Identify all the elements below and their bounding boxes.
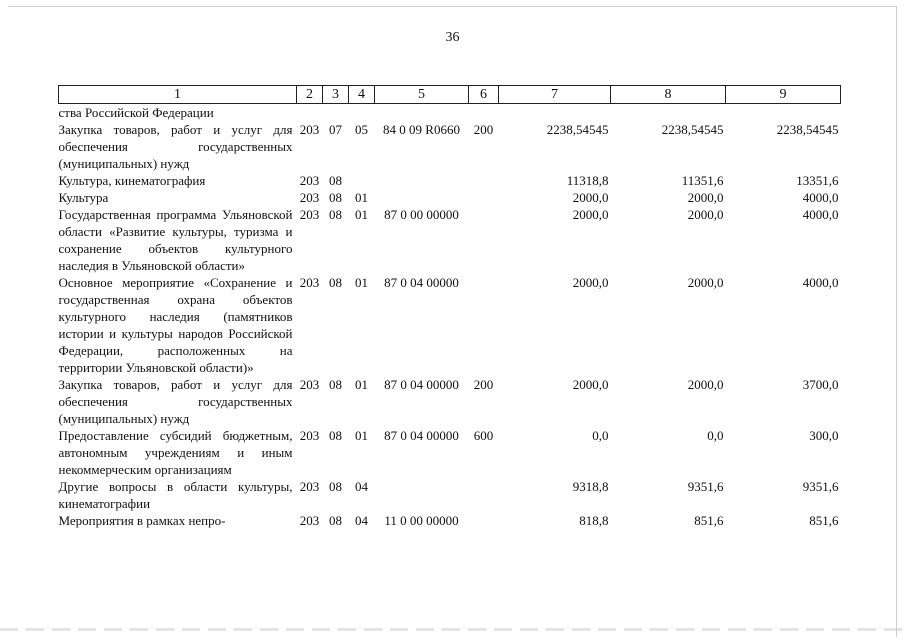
ministry-code: 203 <box>299 377 320 392</box>
table-row <box>59 512 841 529</box>
section-code: 08 <box>329 428 342 443</box>
expense-type-code: 200 <box>473 122 494 137</box>
header-cell-8: 8 <box>611 86 726 104</box>
amount-col-7: 2000,0 <box>572 207 609 222</box>
ministry-code: 203 <box>299 122 320 137</box>
subsection-code: 05 <box>355 122 368 137</box>
header-cell-6: 6 <box>469 86 499 104</box>
amount-col-9: 300,0 <box>809 428 839 443</box>
amount-col-7: 2238,54545 <box>546 122 609 137</box>
amount-col-8: 851,6 <box>694 513 724 528</box>
amount-col-8: 2000,0 <box>687 377 724 392</box>
ministry-code: 203 <box>299 275 320 290</box>
amount-col-8: 9351,6 <box>687 479 724 494</box>
amount-col-9: 2238,54545 <box>776 122 839 137</box>
subsection-code <box>349 104 375 122</box>
item-name: Предоставление субсидий бюджетным, автономным учреждениям и иным некоммерческим организациям <box>58 428 293 477</box>
table-row <box>59 274 841 376</box>
table-row <box>59 121 841 172</box>
item-name: Государственная программа Ульяновской области «Развитие культуры, туризма и сохранение объектов культурного наследия в Ульяновской области» <box>58 207 293 273</box>
amount-col-8: 0,0 <box>707 428 724 443</box>
header-cell-2: 2 <box>297 86 323 104</box>
target-article-code <box>375 172 469 189</box>
subsection-code: 01 <box>355 428 368 443</box>
amount-col-8: 2000,0 <box>687 275 724 290</box>
section-code: 07 <box>329 122 342 137</box>
subsection-code: 04 <box>355 513 368 528</box>
amount-col-9: 4000,0 <box>802 207 839 222</box>
section-code: 08 <box>329 190 342 205</box>
amount-col-8 <box>611 104 726 122</box>
expense-type-code <box>469 512 499 529</box>
expense-type-code <box>469 189 499 206</box>
header-cell-5: 5 <box>375 86 469 104</box>
amount-col-8: 2238,54545 <box>661 122 724 137</box>
subsection-code: 01 <box>355 190 368 205</box>
subsection-code <box>349 172 375 189</box>
ministry-code: 203 <box>299 428 320 443</box>
amount-col-9: 4000,0 <box>802 190 839 205</box>
scan-artifact <box>0 628 905 631</box>
amount-col-9: 13351,6 <box>796 173 839 188</box>
target-article-code: 11 0 00 00000 <box>384 513 459 528</box>
section-code: 08 <box>329 207 342 222</box>
expense-type-code: 200 <box>473 377 494 392</box>
header-cell-3: 3 <box>323 86 349 104</box>
amount-col-9: 3700,0 <box>802 377 839 392</box>
expense-type-code <box>469 206 499 274</box>
expense-type-code <box>469 104 499 122</box>
target-article-code: 87 0 04 00000 <box>384 428 459 443</box>
table-row <box>59 189 841 206</box>
table-row <box>59 172 841 189</box>
target-article-code: 84 0 09 R0660 <box>383 122 460 137</box>
subsection-code: 01 <box>355 207 368 222</box>
page-number: 36 <box>445 30 460 45</box>
amount-col-7 <box>499 104 611 122</box>
target-article-code: 87 0 00 00000 <box>384 207 459 222</box>
amount-col-9: 851,6 <box>809 513 839 528</box>
amount-col-9: 4000,0 <box>802 275 839 290</box>
table-row <box>59 206 841 274</box>
header-cell-4: 4 <box>349 86 375 104</box>
amount-col-7: 0,0 <box>592 428 609 443</box>
section-code: 08 <box>329 275 342 290</box>
amount-col-7: 9318,8 <box>572 479 609 494</box>
item-name: Культура, кинематография <box>58 173 206 188</box>
item-name: Другие вопросы в области культуры, кинематографии <box>58 479 293 511</box>
header-cell-9: 9 <box>726 86 841 104</box>
subsection-code: 01 <box>355 275 368 290</box>
target-article-code <box>375 104 469 122</box>
amount-col-7: 818,8 <box>579 513 609 528</box>
item-name: Мероприятия в рамках непро- <box>58 513 226 528</box>
target-article-code <box>375 189 469 206</box>
budget-table <box>58 85 841 529</box>
expense-type-code <box>469 478 499 512</box>
item-name: Закупка товаров, работ и услуг для обеспечения государственных (муниципальных) нужд <box>58 122 293 171</box>
target-article-code: 87 0 04 00000 <box>384 377 459 392</box>
amount-col-7: 2000,0 <box>572 190 609 205</box>
item-name: Культура <box>58 190 109 205</box>
section-code: 08 <box>329 479 342 494</box>
table-row <box>59 376 841 427</box>
header-cell-1: 1 <box>59 86 297 104</box>
item-name: Основное мероприятие «Сохранение и государственная охрана объектов культурного наследия (памятников истории и культуры народов Российской Федерации, расположенных на территории Ульяновской области)» <box>58 275 293 375</box>
ministry-code: 203 <box>299 479 320 494</box>
amount-col-8: 2000,0 <box>687 190 724 205</box>
amount-col-9: 9351,6 <box>802 479 839 494</box>
ministry-code: 203 <box>299 173 320 188</box>
expense-type-code <box>469 172 499 189</box>
amount-col-9 <box>726 104 841 122</box>
target-article-code <box>375 478 469 512</box>
table-body <box>59 104 841 530</box>
amount-col-8: 2000,0 <box>687 207 724 222</box>
section-code <box>323 104 349 122</box>
subsection-code: 01 <box>355 377 368 392</box>
ministry-code <box>297 104 323 122</box>
section-code: 08 <box>329 513 342 528</box>
amount-col-7: 2000,0 <box>572 275 609 290</box>
ministry-code: 203 <box>299 190 320 205</box>
amount-col-7: 2000,0 <box>572 377 609 392</box>
subsection-code: 04 <box>355 479 368 494</box>
table-header-row <box>59 86 841 104</box>
header-cell-7: 7 <box>499 86 611 104</box>
section-code: 08 <box>329 377 342 392</box>
table-row <box>59 427 841 478</box>
item-name: ства Российской Федерации <box>58 105 214 120</box>
table-row <box>59 104 841 122</box>
ministry-code: 203 <box>299 207 320 222</box>
table-row <box>59 478 841 512</box>
expense-type-code: 600 <box>473 428 494 443</box>
expense-type-code <box>469 274 499 376</box>
section-code: 08 <box>329 173 342 188</box>
item-name: Закупка товаров, работ и услуг для обеспечения государственных (муниципальных) нужд <box>58 377 293 426</box>
ministry-code: 203 <box>299 513 320 528</box>
target-article-code: 87 0 04 00000 <box>384 275 459 290</box>
amount-col-8: 11351,6 <box>681 173 724 188</box>
amount-col-7: 11318,8 <box>566 173 609 188</box>
